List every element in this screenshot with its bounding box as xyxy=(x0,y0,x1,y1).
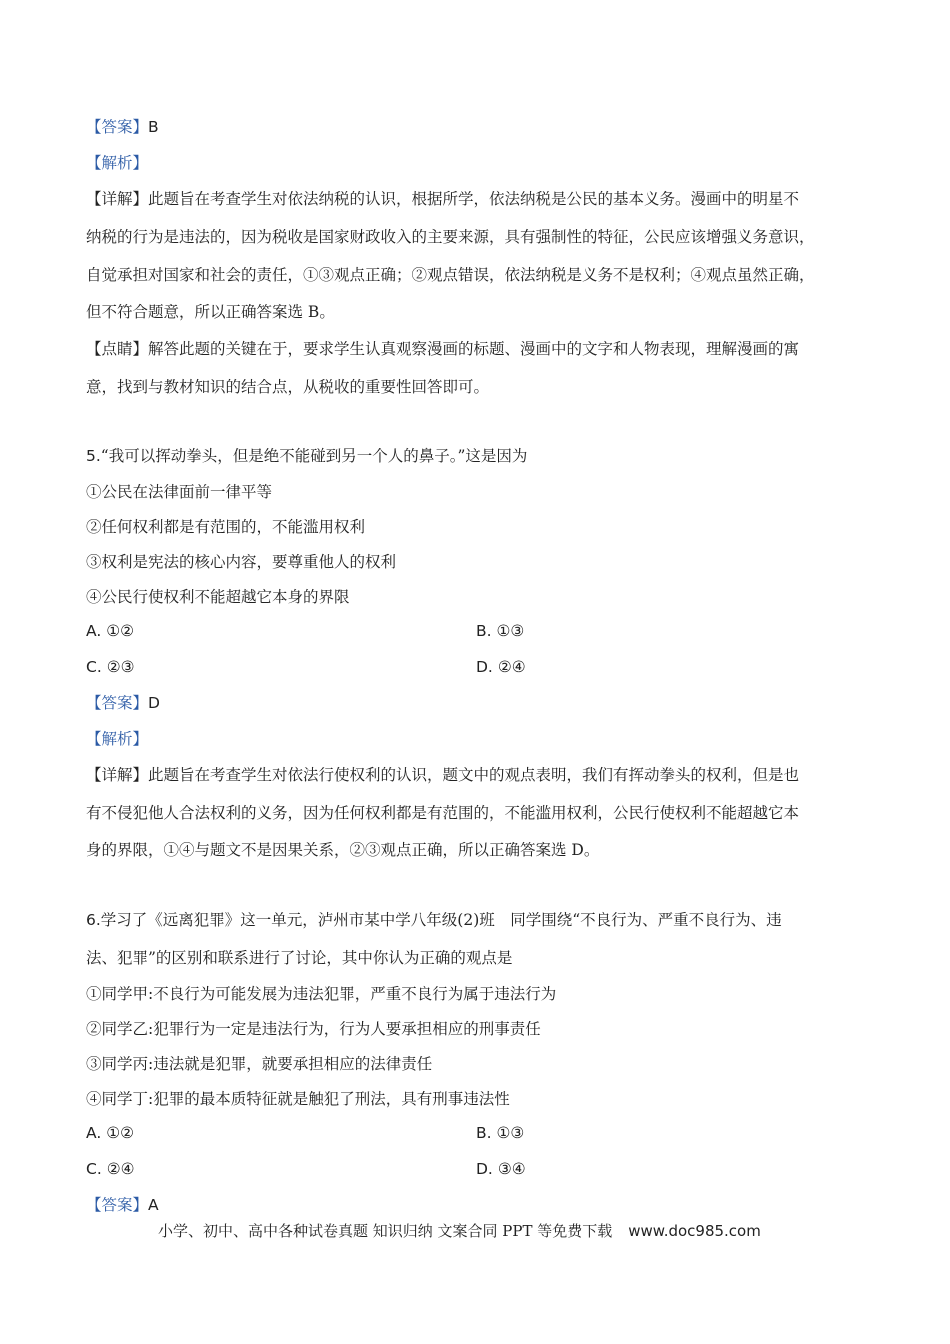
option-text: ③④ xyxy=(497,1160,526,1178)
q5-statement-1: ①公民在法律面前一律平等 xyxy=(86,483,273,501)
page-footer xyxy=(158,1220,761,1241)
q4-detail-line-1 xyxy=(86,189,799,209)
q6-stem-line-1 xyxy=(86,910,782,930)
option-letter: A. xyxy=(86,622,102,640)
option-text: ②③ xyxy=(106,658,135,676)
q5-statement-4: ④公民行使权利不能超越它本身的界限 xyxy=(86,588,350,606)
q4-detail-line-2: 纳税的行为是违法的，因为税收是国家财政收入的主要来源，具有强制性的特征，公民应该增强义务意识， xyxy=(86,228,815,246)
q4-detail-line-3: 自觉承担对国家和社会的责任，①③观点正确；②观点错误，依法纳税是义务不是权利；④观点虽然正确， xyxy=(86,266,815,284)
answer-value: D xyxy=(148,694,160,712)
detail-tag: 【详解】 xyxy=(86,766,149,784)
q4-comment-line-1 xyxy=(86,339,799,359)
q6-option-c xyxy=(86,1159,134,1179)
q4-analysis-line xyxy=(86,153,148,173)
question-number: 5. xyxy=(86,447,101,465)
option-text: ①② xyxy=(106,1124,134,1142)
footer-text: 小学、初中、高中各种试卷真题 知识归纳 文案合同 PPT 等免费下载 xyxy=(158,1222,613,1240)
answer-tag: 【答案】 xyxy=(86,118,149,136)
analysis-tag: 【解析】 xyxy=(86,154,149,172)
q5-detail-line-2: 有不侵犯他人合法权利的义务，因为任何权利都是有范围的，不能滥用权利，公民行使权利不能超越它本 xyxy=(86,804,800,822)
answer-tag: 【答案】 xyxy=(86,1196,149,1214)
q5-option-c xyxy=(86,657,134,677)
option-text: ①② xyxy=(106,622,134,640)
option-letter: B. xyxy=(476,622,492,640)
question-number: 6. xyxy=(86,911,101,929)
option-text: ②④ xyxy=(106,1160,135,1178)
q5-analysis-line xyxy=(86,729,148,749)
option-text: ②④ xyxy=(497,658,526,676)
question-stem: 学习了《远离犯罪》这一单元，泸州市某中学八年级(2)班 同学围绕“不良行为、严重不良行为、违 xyxy=(100,911,782,929)
option-letter: D. xyxy=(476,1160,493,1178)
q5-detail-line-1 xyxy=(86,765,799,785)
q4-answer-line xyxy=(86,117,159,137)
q6-statement-4: ④同学丁:犯罪的最本质特征就是触犯了刑法，具有刑事违法性 xyxy=(86,1090,510,1108)
comment-tag: 【点睛】 xyxy=(86,340,149,358)
option-letter: C. xyxy=(86,1160,102,1178)
option-letter: D. xyxy=(476,658,493,676)
q5-statement-2: ②任何权利都是有范围的，不能滥用权利 xyxy=(86,518,366,536)
option-text: ①③ xyxy=(496,622,525,640)
q5-statement-3: ③权利是宪法的核心内容，要尊重他人的权利 xyxy=(86,553,397,571)
option-text: ①③ xyxy=(496,1124,525,1142)
detail-text: 此题旨在考查学生对依法纳税的认识，根据所学，依法纳税是公民的基本义务。漫画中的明星不 xyxy=(148,190,800,208)
q6-statement-1: ①同学甲:不良行为可能发展为违法犯罪，严重不良行为属于违法行为 xyxy=(86,985,557,1003)
footer-url[interactable]: www.doc985.com xyxy=(628,1222,761,1240)
q6-statement-2: ②同学乙:犯罪行为一定是违法行为，行为人要承担相应的刑事责任 xyxy=(86,1020,541,1038)
q6-option-b xyxy=(476,1123,524,1143)
q5-option-a xyxy=(86,621,134,641)
q5-detail-line-3: 身的界限，①④与题文不是因果关系，②③观点正确，所以正确答案选 D。 xyxy=(86,841,600,859)
detail-tag: 【详解】 xyxy=(86,190,149,208)
answer-tag: 【答案】 xyxy=(86,694,149,712)
q4-detail-line-4: 但不符合题意，所以正确答案选 B。 xyxy=(86,303,335,321)
comment-text: 解答此题的关键在于，要求学生认真观察漫画的标题、漫画中的文字和人物表现，理解漫画的寓 xyxy=(148,340,800,358)
answer-value: B xyxy=(148,118,159,136)
q5-option-d xyxy=(476,657,526,677)
q5-stem xyxy=(86,446,527,466)
option-letter: B. xyxy=(476,1124,492,1142)
q4-comment-line-2: 意，找到与教材知识的结合点，从税收的重要性回答即可。 xyxy=(86,378,490,396)
q6-stem-line-2: 法、犯罪”的区别和联系进行了讨论，其中你认为正确的观点是 xyxy=(86,949,513,967)
q6-option-a xyxy=(86,1123,134,1143)
option-letter: C. xyxy=(86,658,102,676)
answer-value: A xyxy=(148,1196,159,1214)
q6-statement-3: ③同学丙:违法就是犯罪，就要承担相应的法律责任 xyxy=(86,1055,433,1073)
q6-option-d xyxy=(476,1159,526,1179)
question-stem: “我可以挥动拳头，但是绝不能碰到另一个人的鼻子。”这是因为 xyxy=(100,447,528,465)
q5-answer-line xyxy=(86,693,160,713)
q5-option-b xyxy=(476,621,524,641)
q6-answer-line xyxy=(86,1195,159,1215)
analysis-tag: 【解析】 xyxy=(86,730,149,748)
option-letter: A. xyxy=(86,1124,102,1142)
detail-text: 此题旨在考查学生对依法行使权利的认识，题文中的观点表明，我们有挥动拳头的权利，但是也 xyxy=(148,766,800,784)
